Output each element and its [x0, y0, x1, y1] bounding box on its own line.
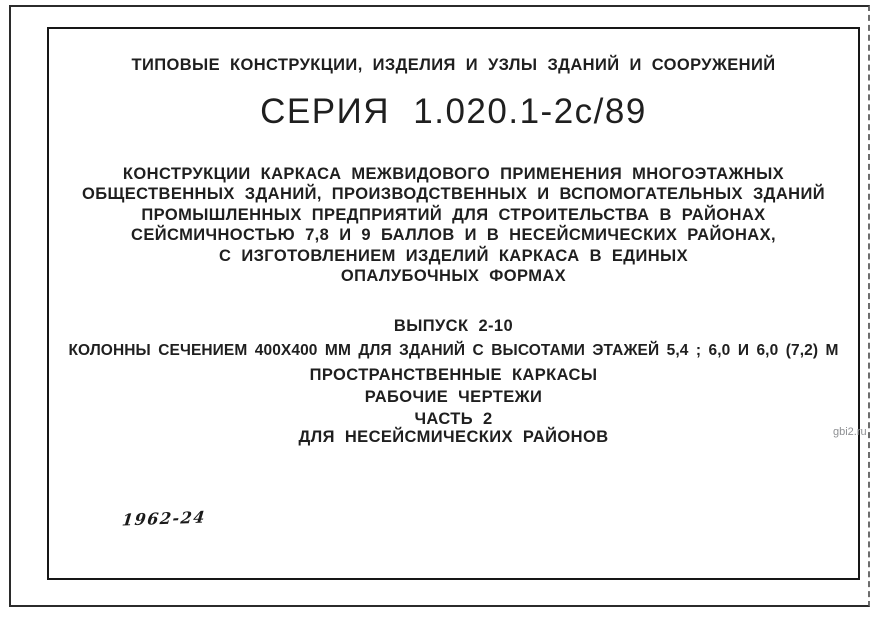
description-line: ПРОМЫШЛЕННЫХ ПРЕДПРИЯТИЙ ДЛЯ СТРОИТЕЛЬСТВА В РАЙОНАХ: [141, 205, 766, 224]
series-title: СЕРИЯ 1.020.1-2с/89: [260, 92, 647, 131]
spatial-frames-line: ПРОСТРАНСТВЕННЫЕ КАРКАСЫ: [309, 366, 598, 384]
description-line: С ИЗГОТОВЛЕНИЕМ ИЗДЕЛИЙ КАРКАСА В ЕДИНЫХ: [219, 246, 688, 265]
part-subtitle: ДЛЯ НЕСЕЙСМИЧЕСКИХ РАЙОНОВ: [298, 428, 609, 446]
part-label: ЧАСТЬ 2: [414, 410, 493, 428]
description-line: ОПАЛУБОЧНЫХ ФОРМАХ: [340, 267, 567, 286]
issue-label: ВЫПУСК 2-10: [393, 317, 514, 335]
document-category-heading: ТИПОВЫЕ КОНСТРУКЦИИ, ИЗДЕЛИЯ И УЗЛЫ ЗДАНИЙ И СООРУЖЕНИЙ: [131, 56, 776, 74]
description-line: СЕЙСМИЧНОСТЬЮ 7,8 И 9 БАЛЛОВ И В НЕСЕЙСМИЧЕСКИХ РАЙОНАХ,: [131, 226, 776, 245]
working-drawings-line: РАБОЧИЕ ЧЕРТЕЖИ: [364, 388, 543, 406]
columns-specification-line: КОЛОННЫ СЕЧЕНИЕМ 400X400 ММ ДЛЯ ЗДАНИЙ С ВЫСОТАМИ ЭТАЖЕЙ 5,4 ; 6,0 И 6,0 (7,2) М: [68, 342, 839, 359]
description-line: ОБЩЕСТВЕННЫХ ЗДАНИЙ, ПРОИЗВОДСТВЕННЫХ И ВСПОМОГАТЕЛЬНЫХ ЗДАНИЙ: [82, 185, 825, 204]
watermark-text: gbi2.ru: [833, 426, 867, 438]
handwritten-inventory-number: 1962-24: [121, 507, 207, 530]
description-line: КОНСТРУКЦИИ КАРКАСА МЕЖВИДОВОГО ПРИМЕНЕНИЯ МНОГОЭТАЖНЫХ: [122, 165, 785, 183]
description-block: [47, 164, 860, 286]
